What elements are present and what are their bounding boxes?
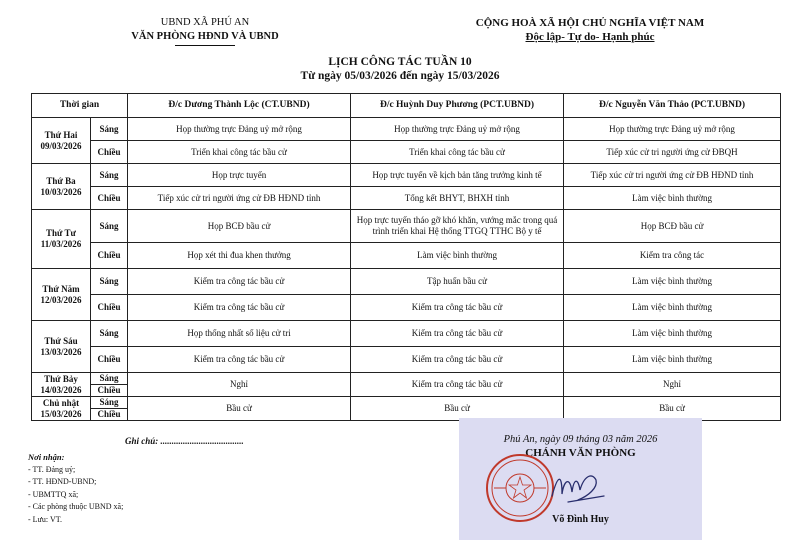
table-row	[32, 141, 781, 164]
session-cell: Sáng	[91, 164, 128, 187]
table-row	[32, 187, 781, 210]
header-col-c: Đ/c Nguyễn Văn Thảo (PCT.UBND)	[564, 94, 781, 118]
table-row	[32, 164, 781, 187]
national-motto: Độc lập- Tự do- Hạnh phúc	[525, 31, 655, 43]
schedule-cell: Tiếp xúc cử tri người ứng cử ĐBQH	[564, 141, 781, 164]
day-cell: Thứ Bảy 14/03/2026	[32, 373, 91, 397]
schedule-cell: Bầu cử	[128, 397, 351, 421]
schedule-cell: Họp thống nhất số liệu cử tri	[128, 321, 351, 347]
schedule-cell: Tiếp xúc cử tri người ứng cử ĐB HĐND tỉnh	[564, 164, 781, 187]
recipients-block	[28, 451, 123, 526]
schedule-cell: Làm việc bình thường	[564, 187, 781, 210]
recipients-heading: Nơi nhận:	[28, 452, 65, 462]
national-header	[430, 16, 750, 44]
recipient-item: - Lưu: VT.	[28, 514, 63, 524]
schedule-cell: Kiểm tra công tác bầu cử	[351, 373, 564, 397]
agency-underline	[175, 45, 235, 46]
recipient-item: - Các phòng thuộc UBND xã;	[28, 502, 124, 511]
day-cell: Thứ Tư 11/03/2026	[32, 210, 91, 269]
schedule-cell: Tiếp xúc cử tri người ứng cử ĐB HĐND tỉnh	[128, 187, 351, 210]
schedule-cell: Bầu cử	[564, 397, 781, 421]
schedule-cell: Kiểm tra công tác	[564, 243, 781, 269]
schedule-cell: Tổng kết BHYT, BHXH tỉnh	[351, 187, 564, 210]
schedule-cell: Họp trực tuyến	[128, 164, 351, 187]
schedule-cell: Kiểm tra công tác bầu cử	[128, 269, 351, 295]
schedule-cell: Nghỉ	[128, 373, 351, 397]
table-row	[32, 347, 781, 373]
schedule-cell: Kiểm tra công tác bầu cử	[351, 321, 564, 347]
session-cell: Sáng	[91, 210, 128, 243]
table-row	[32, 210, 781, 243]
schedule-cell: Kiểm tra công tác bầu cử	[351, 295, 564, 321]
day-cell: Thứ Hai 09/03/2026	[32, 118, 91, 164]
schedule-table	[31, 93, 781, 421]
header-time: Thời gian	[32, 94, 128, 118]
signer-name: Võ Đình Huy	[552, 514, 609, 525]
schedule-cell: Họp thường trực Đảng uỷ mở rộng	[564, 118, 781, 141]
schedule-cell: Kiểm tra công tác bầu cử	[128, 295, 351, 321]
schedule-cell: Họp BCĐ bầu cử	[564, 210, 781, 243]
recipient-item: - TT. Đảng uỷ;	[28, 464, 76, 474]
session-cell: Chiều	[91, 385, 128, 397]
table-row	[32, 321, 781, 347]
recipient-item: - UBMTTQ xã;	[28, 489, 79, 499]
session-cell: Sáng	[91, 321, 128, 347]
schedule-cell: Làm việc bình thường	[351, 243, 564, 269]
table-row	[32, 295, 781, 321]
table-row	[32, 243, 781, 269]
day-cell: Thứ Sáu 13/03/2026	[32, 321, 91, 373]
table-row	[32, 397, 781, 409]
session-cell: Sáng	[91, 397, 128, 409]
header-col-b: Đ/c Huỳnh Duy Phương (PCT.UBND)	[351, 94, 564, 118]
note-line: Ghi chú: .....................................	[125, 436, 244, 446]
table-row	[32, 118, 781, 141]
schedule-cell: Họp BCĐ bầu cử	[128, 210, 351, 243]
handwritten-signature-icon	[548, 466, 608, 506]
schedule-cell: Làm việc bình thường	[564, 321, 781, 347]
schedule-cell: Họp thường trực Đảng uỷ mở rộng	[128, 118, 351, 141]
session-cell: Sáng	[91, 269, 128, 295]
schedule-cell: Triển khai công tác bầu cử	[351, 141, 564, 164]
session-cell: Chiều	[91, 347, 128, 373]
schedule-cell: Bầu cử	[351, 397, 564, 421]
day-cell: Chủ nhật 15/03/2026	[32, 397, 91, 421]
session-cell: Chiều	[91, 243, 128, 269]
table-header-row	[32, 94, 781, 118]
signature-place-date: Phú An, ngày 09 tháng 03 năm 2026	[503, 434, 658, 445]
session-cell: Sáng	[91, 118, 128, 141]
recipient-item: - TT. HĐND-UBND;	[28, 477, 97, 486]
title-line: LỊCH CÔNG TÁC TUẦN 10	[328, 56, 472, 68]
schedule-cell: Triển khai công tác bầu cử	[128, 141, 351, 164]
session-cell: Chiều	[91, 409, 128, 421]
table-row	[32, 373, 781, 385]
session-cell: Sáng	[91, 373, 128, 385]
schedule-cell: Kiểm tra công tác bầu cử	[128, 347, 351, 373]
title-date-range: Từ ngày 05/03/2026 đến ngày 15/03/2026	[300, 70, 500, 82]
schedule-cell: Tập huấn bầu cử	[351, 269, 564, 295]
schedule-cell: Làm việc bình thường	[564, 295, 781, 321]
signature-position: CHÁNH VĂN PHÒNG	[525, 447, 636, 459]
session-cell: Chiều	[91, 295, 128, 321]
schedule-cell: Họp trực tuyến tháo gỡ khó khăn, vướng mắc trong quá trình triển khai Hệ thống TTGQ TTHC Bộ y tế	[351, 210, 564, 243]
document-title	[0, 55, 800, 83]
agency-parent: UBND XÃ PHÚ AN	[160, 17, 250, 28]
agency-name: VĂN PHÒNG HĐND VÀ UBND	[131, 31, 279, 42]
agency-header	[80, 16, 330, 46]
schedule-cell: Họp xét thi đua khen thưởng	[128, 243, 351, 269]
schedule-cell: Kiểm tra công tác bầu cử	[351, 347, 564, 373]
schedule-cell: Họp trực tuyến về kịch bản tăng trưởng kinh tế	[351, 164, 564, 187]
schedule-cell: Làm việc bình thường	[564, 269, 781, 295]
day-cell: Thứ Năm 12/03/2026	[32, 269, 91, 321]
national-title: CỘNG HOÀ XÃ HỘI CHỦ NGHĨA VIỆT NAM	[475, 17, 705, 29]
session-cell: Chiều	[91, 187, 128, 210]
schedule-cell: Nghỉ	[564, 373, 781, 397]
header-col-a: Đ/c Dương Thành Lộc (CT.UBND)	[128, 94, 351, 118]
day-cell: Thứ Ba 10/03/2026	[32, 164, 91, 210]
session-cell: Chiều	[91, 141, 128, 164]
table-row	[32, 269, 781, 295]
schedule-cell: Làm việc bình thường	[564, 347, 781, 373]
schedule-cell: Họp thường trực Đảng uỷ mở rộng	[351, 118, 564, 141]
